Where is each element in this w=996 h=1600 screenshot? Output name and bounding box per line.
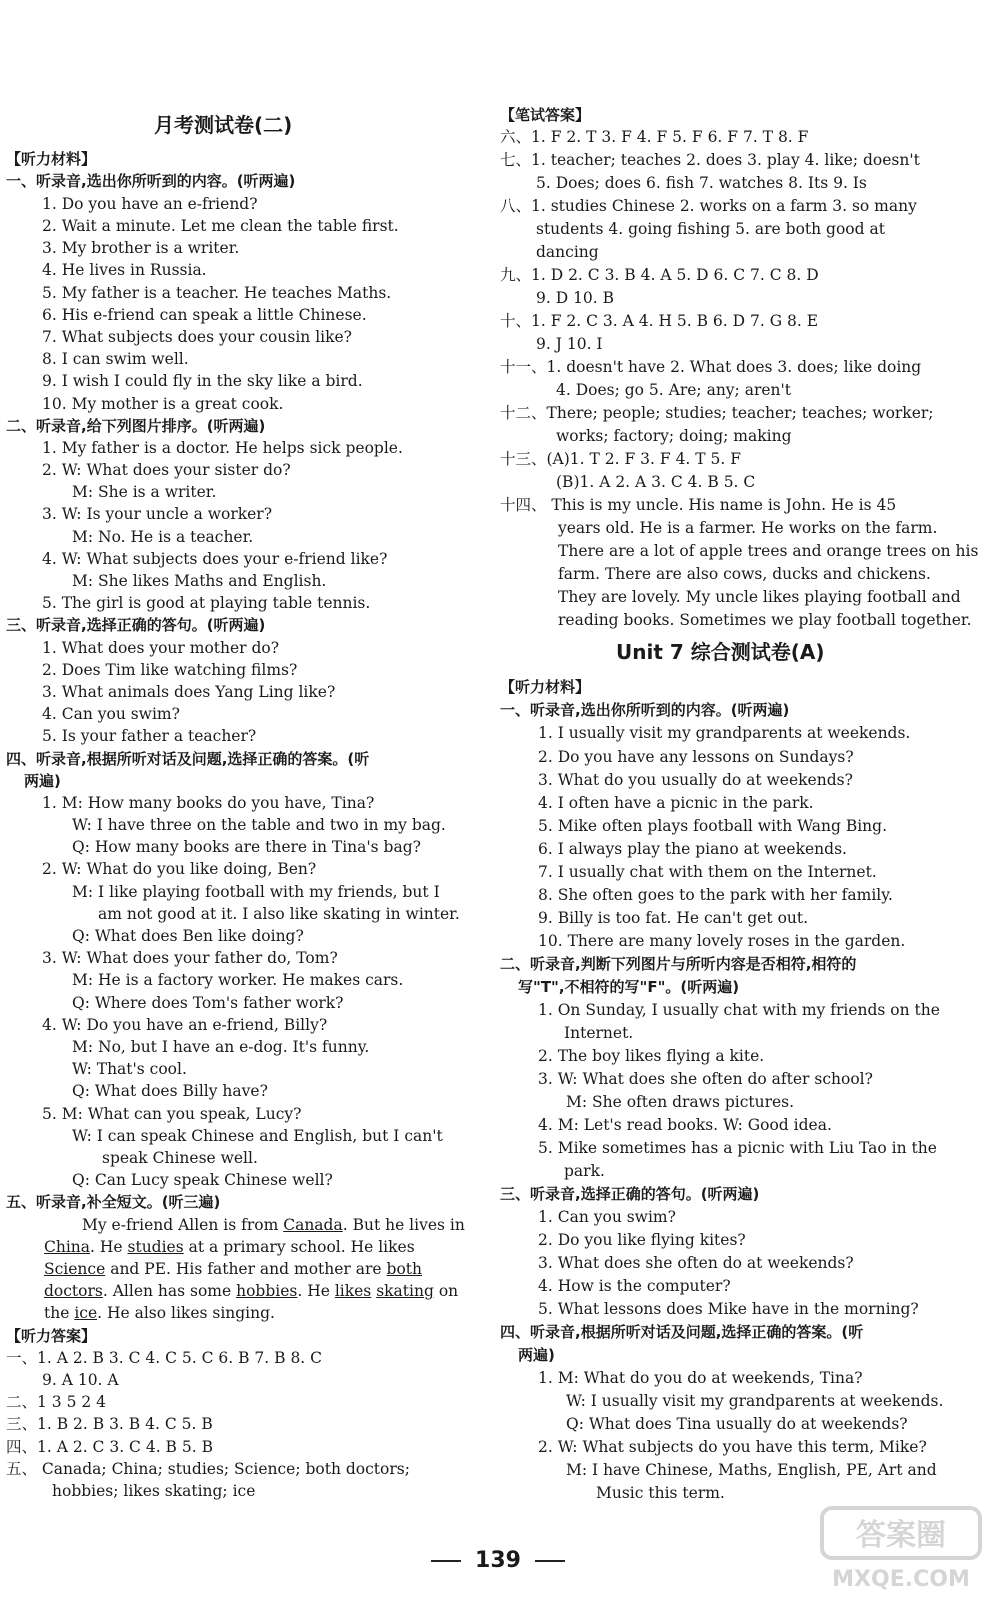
text-line: 3. W: Is your uncle a worker? bbox=[42, 505, 273, 523]
text-line: 4. Can you swim? bbox=[42, 705, 180, 723]
text-line: 7. What subjects does your cousin like? bbox=[42, 328, 352, 346]
text-line: 5. Mike often plays football with Wang Bing. bbox=[538, 817, 888, 835]
section-heading: 【听力材料】 bbox=[500, 678, 591, 696]
text-line: (B)1. A 2. A 3. C 4. B 5. C bbox=[556, 473, 756, 491]
text-line: Music this term. bbox=[596, 1484, 725, 1502]
text-line: 三、1. B 2. B 3. B 4. C 5. B bbox=[6, 1415, 213, 1433]
text-line: 10. There are many lovely roses in the garden. bbox=[538, 932, 906, 950]
section-heading: 一、听录音,选出你所听到的内容。(听两遍) bbox=[6, 172, 296, 190]
text-line: M: I have Chinese, Maths, English, PE, Art and bbox=[566, 1461, 937, 1479]
text-line: 5. My father is a teacher. He teaches Maths. bbox=[42, 284, 392, 302]
text-line: 2. The boy likes flying a kite. bbox=[538, 1047, 765, 1065]
text-line: 十四、 This is my uncle. His name is John. He is 45 bbox=[500, 496, 897, 514]
text-line: Q: Can Lucy speak Chinese well? bbox=[72, 1171, 333, 1189]
text-line: dancing bbox=[536, 243, 599, 261]
section-heading: 【笔试答案】 bbox=[500, 106, 591, 124]
text-line: 1. M: What do you do at weekends, Tina? bbox=[538, 1369, 863, 1387]
text-line: 4. W: Do you have an e-friend, Billy? bbox=[42, 1016, 328, 1034]
section-heading: 二、听录音,给下列图片排序。(听两遍) bbox=[6, 417, 266, 435]
section-heading: 四、听录音,根据所听对话及问题,选择正确的答案。(听 bbox=[6, 750, 370, 768]
text-line: 2. Does Tim like watching films? bbox=[42, 661, 298, 679]
text-line: M: I like playing football with my friends, but I bbox=[72, 883, 440, 901]
text-line: M: No. He is a teacher. bbox=[72, 528, 254, 546]
text-line: Q: What does Billy have? bbox=[72, 1082, 268, 1100]
text-line: 3. What animals does Yang Ling like? bbox=[42, 683, 336, 701]
text-line: 1. I usually visit my grandparents at weekends. bbox=[538, 724, 911, 742]
watermark-logo bbox=[816, 1500, 986, 1595]
text-line: 1. Do you have an e-friend? bbox=[42, 195, 258, 213]
text-line: 2. Wait a minute. Let me clean the table first. bbox=[42, 217, 399, 235]
text-line: 9. A 10. A bbox=[42, 1371, 119, 1389]
text-line: 3. My brother is a writer. bbox=[42, 239, 240, 257]
text-line: 2. W: What does your sister do? bbox=[42, 461, 291, 479]
text-line: 4. W: What subjects does your e-friend like? bbox=[42, 550, 388, 568]
text-line: M: She often draws pictures. bbox=[566, 1093, 795, 1111]
text-line: reading books. Sometimes we play football together. bbox=[558, 611, 972, 629]
text-line: years old. He is a farmer. He works on the farm. bbox=[558, 519, 938, 537]
text-line: 十一、1. doesn't have 2. What does 3. does; like doing bbox=[500, 358, 922, 376]
text-line: 十二、There; people; studies; teacher; teaches; worker; bbox=[500, 404, 934, 422]
text-line: 九、1. D 2. C 3. B 4. A 5. D 6. C 7. C 8. D bbox=[500, 266, 819, 284]
text-line: 4. M: Let's read books. W: Good idea. bbox=[538, 1116, 832, 1134]
text-line: 8. She often goes to the park with her family. bbox=[538, 886, 893, 904]
text-line: students 4. going fishing 5. are both good at bbox=[536, 220, 885, 238]
text-line: 一、1. A 2. B 3. C 4. C 5. C 6. B 7. B 8. C bbox=[6, 1349, 323, 1367]
text-line: 3. What does she often do at weekends? bbox=[538, 1254, 854, 1272]
text-line: 十三、(A)1. T 2. F 3. F 4. T 5. F bbox=[500, 450, 742, 468]
text-line: 5. Mike sometimes has a picnic with Liu Tao in the bbox=[538, 1139, 937, 1157]
section-heading: 二、听录音,判断下列图片与所听内容是否相符,相符的 bbox=[500, 955, 857, 973]
text-line: 6. His e-friend can speak a little Chinese. bbox=[42, 306, 367, 324]
text-line: 五、 Canada; China; studies; Science; both doctors; bbox=[6, 1460, 410, 1478]
text-line: 1. On Sunday, I usually chat with my friends on the bbox=[538, 1001, 940, 1019]
text-line: They are lovely. My uncle likes playing football and bbox=[558, 588, 961, 606]
section-heading: 一、听录音,选出你所听到的内容。(听两遍) bbox=[500, 701, 790, 719]
section-heading: 写"T",不相符的写"F"。(听两遍) bbox=[518, 978, 740, 996]
text-line: 4. Does; go 5. Are; any; aren't bbox=[556, 381, 791, 399]
text-line: 10. My mother is a great cook. bbox=[42, 395, 284, 413]
text-line: 十、1. F 2. C 3. A 4. H 5. B 6. D 7. G 8. E bbox=[500, 312, 819, 330]
section-heading: 三、听录音,选择正确的答句。(听两遍) bbox=[6, 616, 266, 634]
text-line: Science and PE. His father and mother are both bbox=[44, 1260, 422, 1278]
section-heading: 四、听录音,根据所听对话及问题,选择正确的答案。(听 bbox=[500, 1323, 864, 1341]
text-line: 9. J 10. I bbox=[536, 335, 603, 353]
section-heading: 【听力答案】 bbox=[6, 1327, 97, 1345]
text-line: 3. W: What does your father do, Tom? bbox=[42, 949, 338, 967]
text-line: 2. W: What do you like doing, Ben? bbox=[42, 860, 317, 878]
text-line: Q: How many books are there in Tina's bag? bbox=[72, 838, 421, 856]
section-heading: 三、听录音,选择正确的答句。(听两遍) bbox=[500, 1185, 760, 1203]
text-line: hobbies; likes skating; ice bbox=[52, 1482, 256, 1500]
text-line: 1. M: How many books do you have, Tina? bbox=[42, 794, 375, 812]
text-line: Q: What does Ben like doing? bbox=[72, 927, 304, 945]
text-line: W: I usually visit my grandparents at weekends. bbox=[566, 1392, 944, 1410]
text-line: 5. M: What can you speak, Lucy? bbox=[42, 1105, 302, 1123]
text-line: 2. Do you have any lessons on Sundays? bbox=[538, 748, 854, 766]
text-line: Q: What does Tina usually do at weekends? bbox=[566, 1415, 908, 1433]
text-line: 6. I always play the piano at weekends. bbox=[538, 840, 847, 858]
text-line: 1. My father is a doctor. He helps sick people. bbox=[42, 439, 403, 457]
text-line: 七、1. teacher; teaches 2. does 3. play 4. like; doesn't bbox=[500, 151, 920, 169]
text-line: 2. W: What subjects do you have this term, Mike? bbox=[538, 1438, 927, 1456]
text-line: 8. I can swim well. bbox=[42, 350, 189, 368]
text-line: 4. I often have a picnic in the park. bbox=[538, 794, 814, 812]
text-line: 5. Does; does 6. fish 7. watches 8. Its 9. Is bbox=[536, 174, 867, 192]
text-line: 4. How is the computer? bbox=[538, 1277, 731, 1295]
text-line: M: He is a factory worker. He makes cars. bbox=[72, 971, 404, 989]
text-line: doctors. Allen has some hobbies. He likes skating on bbox=[44, 1282, 459, 1300]
text-line: 六、1. F 2. T 3. F 4. F 5. F 6. F 7. T 8. F bbox=[500, 128, 809, 146]
text-line: 3. W: What does she often do after school? bbox=[538, 1070, 873, 1088]
text-line: China. He studies at a primary school. He likes bbox=[44, 1238, 415, 1256]
text-line: 5. Is your father a teacher? bbox=[42, 727, 257, 745]
svg-text:MXQE.COM: MXQE.COM bbox=[832, 1567, 970, 1592]
svg-text:答案圈: 答案圈 bbox=[856, 1518, 946, 1553]
text-line: M: She is a writer. bbox=[72, 483, 217, 501]
section-heading: 两遍) bbox=[518, 1346, 555, 1364]
text-line: 1. What does your mother do? bbox=[42, 639, 280, 657]
text-line: There are a lot of apple trees and orange trees on his bbox=[558, 542, 979, 560]
text-line: 4. He lives in Russia. bbox=[42, 261, 207, 279]
text-line: 2. Do you like flying kites? bbox=[538, 1231, 746, 1249]
text-line: 7. I usually chat with them on the Internet. bbox=[538, 863, 877, 881]
text-line: speak Chinese well. bbox=[102, 1149, 258, 1167]
text-line: park. bbox=[564, 1162, 605, 1180]
text-line: W: I can speak Chinese and English, but I can't bbox=[72, 1127, 443, 1145]
text-line: works; factory; doing; making bbox=[556, 427, 792, 445]
text-line: 1. Can you swim? bbox=[538, 1208, 676, 1226]
text-line: 9. D 10. B bbox=[536, 289, 615, 307]
text-line: 5. What lessons does Mike have in the morning? bbox=[538, 1300, 919, 1318]
text-line: 3. What do you usually do at weekends? bbox=[538, 771, 853, 789]
text-line: 9. Billy is too fat. He can't get out. bbox=[538, 909, 809, 927]
text-line: the ice. He also likes singing. bbox=[44, 1304, 275, 1322]
text-line: 八、1. studies Chinese 2. works on a farm 3. so many bbox=[500, 197, 917, 215]
text-line: M: No, but I have an e-dog. It's funny. bbox=[72, 1038, 370, 1056]
text-line: Internet. bbox=[564, 1024, 634, 1042]
text-line: farm. There are also cows, ducks and chickens. bbox=[558, 565, 931, 583]
text-line: W: That's cool. bbox=[72, 1060, 187, 1078]
text-line: 5. The girl is good at playing table tennis. bbox=[42, 594, 371, 612]
section-title: Unit 7 综合测试卷(A) bbox=[616, 640, 825, 664]
section-heading: 五、听录音,补全短文。(听三遍) bbox=[6, 1193, 221, 1211]
section-heading: 【听力材料】 bbox=[6, 150, 97, 168]
text-line: Q: Where does Tom's father work? bbox=[72, 994, 344, 1012]
page-number: 139 bbox=[475, 1548, 521, 1573]
text-line: 9. I wish I could fly in the sky like a bird. bbox=[42, 372, 363, 390]
text-line: 四、1. A 2. C 3. C 4. B 5. B bbox=[6, 1438, 213, 1456]
section-heading: 两遍) bbox=[24, 772, 61, 790]
text-line: am not good at it. I also like skating in winter. bbox=[98, 905, 460, 923]
text-line: W: I have three on the table and two in my bag. bbox=[72, 816, 446, 834]
text-line: M: She likes Maths and English. bbox=[72, 572, 327, 590]
section-title: 月考测试卷(二) bbox=[154, 113, 293, 137]
text-line: My e-friend Allen is from Canada. But he lives in bbox=[82, 1216, 465, 1234]
text-line: 二、1 3 5 2 4 bbox=[6, 1393, 107, 1411]
